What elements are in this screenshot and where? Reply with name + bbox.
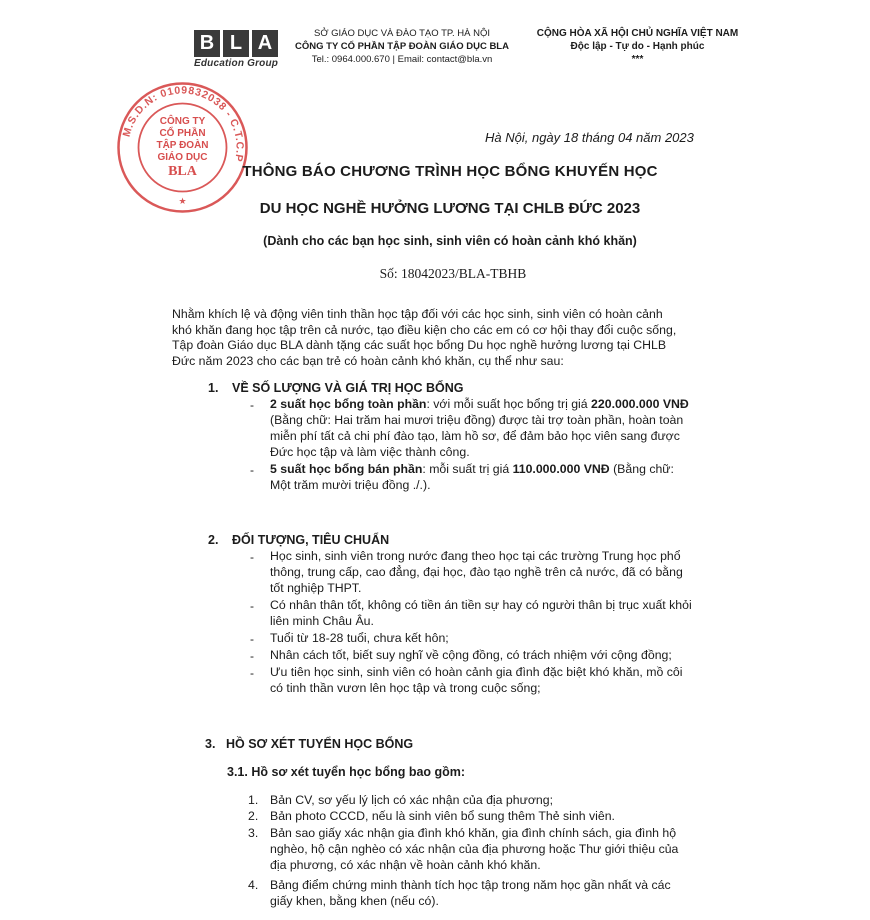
bullet-dash: - — [250, 599, 254, 613]
issuer-company: CÔNG TY CỔ PHẦN TẬP ĐOÀN GIÁO DỤC BLA — [295, 41, 509, 52]
bullet-dash: - — [250, 632, 254, 646]
stamp-text-line: CỔ PHẦN — [159, 128, 206, 139]
item-line: Tuổi từ 18-28 tuổi, chưa kết hôn; — [270, 631, 449, 645]
document-item-number: 4. — [248, 878, 259, 892]
item-line: Bản CV, sơ yếu lý lịch có xác nhận của địa phương; — [270, 793, 553, 807]
section1-item-partial-scholarship — [270, 461, 740, 493]
full-scholarship-amount: 220.000.000 VNĐ — [591, 397, 689, 411]
criteria-item — [270, 548, 740, 596]
partial-scholarship-label: 5 suất học bổng bán phần — [270, 462, 423, 476]
item-line: Đức học tập và làm việc thành công. — [270, 445, 470, 459]
issuer-contact: Tel.: 0964.000.670 | Email: contact@bla.vn — [311, 54, 493, 65]
document-title: THÔNG BÁO CHƯƠNG TRÌNH HỌC BỔNG KHUYẾN HỌC — [242, 163, 658, 180]
required-document-item — [270, 792, 740, 808]
item-line: tốt nghiệp THPT. — [270, 581, 362, 595]
criteria-item — [270, 630, 740, 646]
document-title-line2: DU HỌC NGHỀ HƯỞNG LƯƠNG TẠI CHLB ĐỨC 2023 — [259, 200, 641, 217]
section2-title: ĐỐI TƯỢNG, TIÊU CHUẨN — [232, 533, 390, 547]
section2-number: 2. — [208, 533, 219, 547]
document-item-number: 3. — [248, 826, 259, 840]
item-line: miễn phí tất cả chi phí đào tạo, làm hồ sơ, để đảm bảo học viên sang được — [270, 429, 680, 443]
company-logo — [194, 30, 281, 69]
required-document-item — [270, 825, 740, 873]
bullet-dash: - — [250, 649, 254, 663]
item-line: thông, trung cấp, cao đẳng, đại học, đào tạo nghề trên cả nước, đã có bằng — [270, 565, 683, 579]
item-line: địa phương, có xác nhận về hoàn cảnh khó khăn. — [270, 858, 541, 872]
full-scholarship-label: 2 suất học bổng toàn phần — [270, 397, 427, 411]
item-line: Bản photo CCCD, nếu là sinh viên bổ sung thêm Thẻ sinh viên. — [270, 809, 615, 823]
section3-title: HỒ SƠ XÉT TUYỂN HỌC BỔNG — [226, 737, 414, 751]
bullet-dash: - — [250, 666, 254, 680]
stamp-ring-text: M.S.D.N: 0109832038 - C.T.C.P — [120, 84, 246, 164]
logo-letter-a: A — [252, 30, 278, 57]
item-line: Có nhân thân tốt, không có tiền án tiền sự hay có người thân bị trục xuất khỏi — [270, 598, 692, 612]
document-date: Hà Nội, ngày 18 tháng 04 năm 2023 — [485, 130, 694, 145]
svg-text:★: ★ — [178, 196, 187, 206]
item-line: Ưu tiên học sinh, sinh viên có hoàn cảnh gia đình đặc biệt khó khăn, mồ côi — [270, 665, 683, 679]
item-line: Bản sao giấy xác nhận gia đình khó khăn, gia đình chính sách, gia đình hộ — [270, 826, 677, 840]
item-line: liên minh Châu Âu. — [270, 614, 374, 628]
intro-paragraph — [172, 307, 732, 369]
criteria-item — [270, 647, 740, 663]
section3-number: 3. — [205, 737, 216, 751]
bullet-dash: - — [250, 463, 254, 477]
item-line: Nhân cách tốt, biết suy nghĩ về cộng đồng, có trách nhiệm với cộng đồng; — [270, 648, 672, 662]
criteria-item — [270, 597, 740, 629]
intro-line: Nhằm khích lệ và động viên tinh thần học tập đối với các học sinh, sinh viên có hoàn cảnh — [172, 307, 663, 321]
document-subtitle: (Dành cho các bạn học sinh, sinh viên có hoàn cảnh khó khăn) — [263, 234, 637, 248]
criteria-item — [270, 664, 740, 696]
partial-scholarship-amount: 110.000.000 VNĐ — [512, 462, 610, 476]
item-line: (Bằng chữ: Hai trăm hai mươi triệu đồng) được tài trợ toàn phần, hoàn toàn — [270, 413, 684, 427]
issuer-header — [282, 27, 522, 66]
national-stars: *** — [631, 54, 644, 65]
national-header — [520, 27, 755, 66]
bullet-dash: - — [250, 550, 254, 564]
bullet-dash: - — [250, 398, 254, 412]
section3-subtitle: 3.1. Hồ sơ xét tuyển học bổng bao gồm: — [227, 765, 466, 779]
stamp-text-line: GIÁO DỤC — [157, 152, 208, 163]
section1-number: 1. — [208, 381, 219, 395]
partial-scholarship-text: : mỗi suất trị giá — [422, 462, 513, 476]
intro-line: khó khăn đang học tập trên cả nước, tạo điều kiện cho các em có cơ hội thay đổi cuộc sống, — [172, 322, 677, 337]
partial-scholarship-text2: (Bằng chữ: — [609, 462, 674, 476]
national-motto: Độc lập - Tự do - Hạnh phúc — [570, 41, 705, 52]
logo-letter-l: L — [223, 30, 249, 57]
intro-line: Tập đoàn Giáo dục BLA dành tặng các suất học bổng Du học nghề hưởng lương tại CHLB — [172, 338, 667, 352]
required-document-item — [270, 808, 740, 824]
logo-letter-b: B — [194, 30, 220, 57]
required-document-item — [270, 877, 740, 909]
company-stamp — [115, 80, 250, 215]
stamp-text-line: TẬP ĐOÀN — [156, 140, 209, 151]
item-line: Bảng điểm chứng minh thành tích học tập trong năm học gần nhất và các — [270, 878, 671, 892]
item-line: giấy khen, bằng khen (nếu có). — [270, 894, 439, 908]
section1-title: VỀ SỐ LƯỢNG VÀ GIÁ TRỊ HỌC BỔNG — [232, 381, 464, 395]
document-number: Số: 18042023/BLA-TBHB — [379, 266, 527, 281]
stamp-text-line: CÔNG TY — [159, 116, 206, 127]
document-item-number: 1. — [248, 793, 259, 807]
logo-subtitle: Education Group — [194, 58, 279, 69]
intro-line: Đức năm 2023 cho các bạn trẻ có hoàn cảnh khó khăn, cụ thể như sau: — [172, 353, 564, 368]
full-scholarship-text: : với mỗi suất học bổng trị giá — [426, 397, 592, 411]
national-name: CỘNG HÒA XÃ HỘI CHỦ NGHĨA VIỆT NAM — [536, 28, 739, 39]
issuer-department: SỞ GIÁO DỤC VÀ ĐÀO TẠO TP. HÀ NỘI — [313, 28, 491, 39]
document-item-number: 2. — [248, 809, 259, 823]
item-line: có tinh thần vươn lên học tập và trong cuộc sống; — [270, 681, 541, 695]
item-line: Một trăm mười triệu đồng ./.). — [270, 478, 431, 492]
item-line: nghèo, hộ cận nghèo có xác nhận của địa phương hoặc Thư giới thiệu của — [270, 842, 679, 856]
item-line: Học sinh, sinh viên trong nước đang theo học tại các trường Trung học phổ — [270, 549, 681, 563]
section1-item-full-scholarship — [270, 396, 740, 460]
stamp-text-line: BLA — [168, 164, 197, 179]
